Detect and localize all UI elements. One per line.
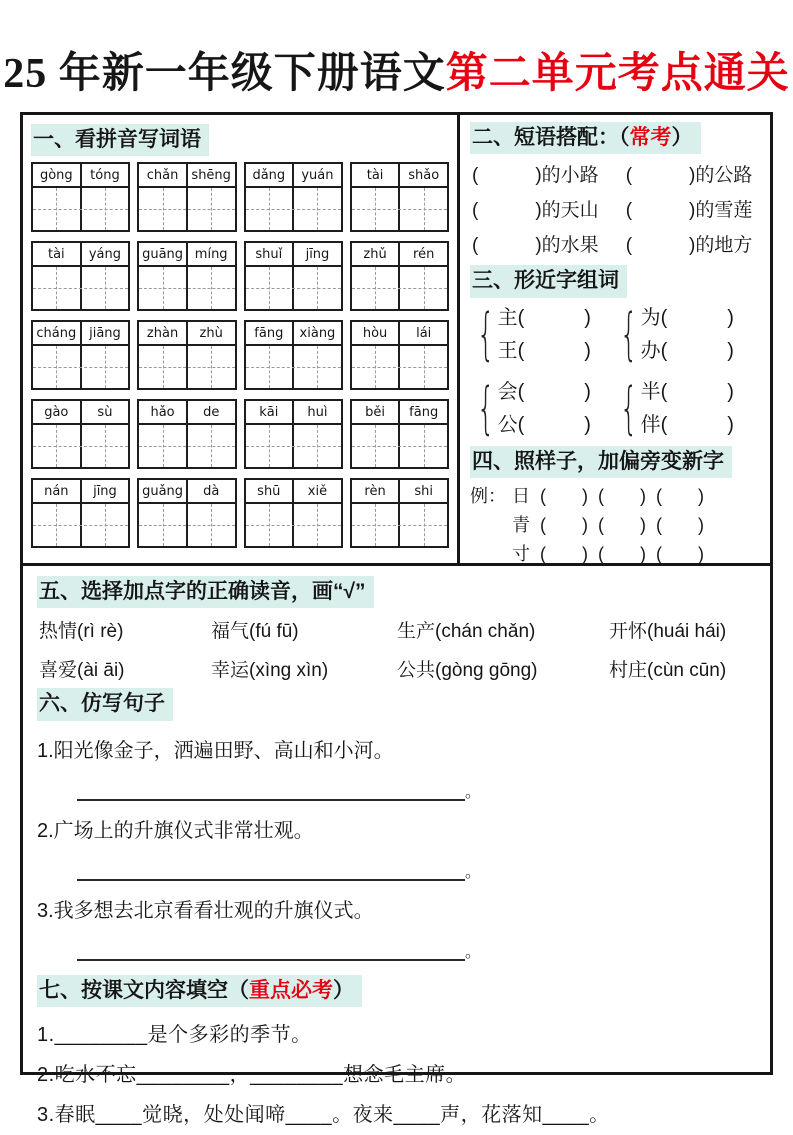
page-title-black: 25 年新一年级下册语文 — [3, 51, 446, 97]
pinyin-word-box — [137, 478, 236, 548]
pinyin-syllable-row — [246, 401, 341, 425]
pinyin-syllable-row — [352, 164, 447, 188]
writing-cell — [246, 425, 293, 467]
char-group — [476, 302, 619, 368]
pinyin-syllable: dǎng — [252, 168, 286, 184]
pinyin-word-box — [350, 320, 449, 390]
phrases-heading-close: ） — [671, 126, 693, 149]
writing-cell — [398, 504, 447, 546]
pinyin-word-box — [137, 399, 236, 469]
writing-area — [352, 267, 447, 309]
similar-chars-section-heading — [470, 265, 762, 297]
writing-cell — [352, 504, 399, 546]
brace-icon: { — [476, 301, 495, 367]
phrases-heading-text: 二、短语搭配：（ — [472, 126, 630, 149]
pinyin-syllable-row — [33, 164, 128, 188]
pinyin-section-heading — [31, 124, 449, 156]
writing-cell — [33, 267, 80, 309]
pinyin-grid — [31, 162, 449, 548]
phrases-section-heading — [470, 122, 762, 154]
writing-cell — [33, 346, 80, 388]
writing-cell — [292, 267, 341, 309]
blank-underline — [77, 865, 465, 881]
writing-cell — [139, 504, 186, 546]
sentences-heading-text: 六、仿写句子 — [37, 688, 173, 720]
pinyin-syllable: shi — [398, 480, 447, 502]
top-two-column-area — [23, 115, 770, 566]
writing-cell — [398, 425, 447, 467]
pinyin-syllable: huì — [292, 401, 341, 423]
brace-icon: { — [476, 375, 495, 441]
pinyin-syllable: jīng — [80, 480, 129, 502]
writing-area — [246, 267, 341, 309]
writing-cell — [139, 425, 186, 467]
pinyin-word-box — [350, 162, 449, 232]
answer-blank — [77, 785, 756, 801]
writing-cell — [33, 188, 80, 230]
fill-in-heading-text: 七、按课文内容填空（ — [39, 978, 249, 1002]
pinyin-syllable: de — [186, 401, 235, 423]
pinyin-syllable: guǎng — [142, 484, 184, 500]
pinyin-syllable: jiāng — [80, 322, 129, 344]
right-column — [460, 115, 770, 563]
pinyin-syllable: guāng — [142, 247, 184, 263]
add-radical-section-heading — [470, 446, 762, 478]
pinyin-syllable: xiàng — [292, 322, 341, 344]
pinyin-syllable: fāng — [254, 326, 284, 342]
pinyin-word-box — [244, 241, 343, 311]
char-group-lines — [641, 302, 734, 368]
sentence-item: 2.广场上的升旗仪式非常壮观。 — [37, 819, 314, 842]
char-group-line: 为( ) — [640, 306, 734, 329]
writing-cell — [398, 267, 447, 309]
writing-area — [246, 188, 341, 230]
pinyin-syllable: shuǐ — [255, 247, 283, 263]
blank-parens: ( ) — [540, 485, 588, 506]
phrase-row — [472, 228, 762, 263]
writing-area — [139, 346, 234, 388]
char-group-line: 办( ) — [640, 339, 734, 362]
writing-cell — [139, 188, 186, 230]
blank-parens: ( ) — [540, 543, 588, 563]
writing-area — [246, 504, 341, 546]
writing-cell — [186, 346, 235, 388]
blank-period: 。 — [465, 943, 482, 961]
pinyin-syllable-row — [139, 401, 234, 425]
writing-cell — [246, 267, 293, 309]
char-group-line: 公( ) — [497, 413, 591, 436]
writing-cell — [398, 346, 447, 388]
pinyin-syllable-row — [139, 164, 234, 188]
pinyin-word-box — [350, 478, 449, 548]
pinyin-syllable: xiě — [292, 480, 341, 502]
pinyin-syllable-row — [352, 401, 447, 425]
writing-cell — [186, 504, 235, 546]
blank-period: 。 — [465, 783, 482, 801]
char-group-line: 王( ) — [497, 339, 591, 362]
pinyin-syllable: tóng — [80, 164, 129, 186]
pinyin-syllable: zhǔ — [363, 247, 387, 263]
writing-area — [246, 346, 341, 388]
pinyin-word-box — [350, 241, 449, 311]
pinyin-syllable: yuán — [292, 164, 341, 186]
pinyin-syllable-row — [139, 480, 234, 504]
writing-area — [139, 188, 234, 230]
pinyin-syllable: shū — [257, 484, 281, 500]
blank-parens: ( ) — [656, 485, 704, 506]
pinyin-syllable-row — [352, 322, 447, 346]
pinyin-word-box — [31, 399, 130, 469]
pronunciation-item: 福气(fú fū) — [211, 621, 299, 643]
pinyin-word-box — [137, 241, 236, 311]
pinyin-syllable: lái — [398, 322, 447, 344]
add-radical-row — [470, 482, 762, 511]
phrase-row — [472, 193, 762, 228]
writing-cell — [186, 267, 235, 309]
page-title-red: 第二单元考点通关 — [445, 51, 790, 97]
pinyin-syllable: gào — [44, 405, 69, 421]
fill-in-item: 2.吃水不忘________，________想念毛主席。 — [37, 1063, 467, 1086]
phrase-item: ( )的公路 — [625, 165, 753, 187]
pinyin-syllable-row — [352, 480, 447, 504]
writing-cell — [352, 346, 399, 388]
add-radical-row — [470, 540, 762, 563]
writing-area — [352, 504, 447, 546]
pinyin-syllable: shēng — [186, 164, 235, 186]
pinyin-word-box — [244, 478, 343, 548]
pinyin-word-box — [244, 399, 343, 469]
blank-underline — [77, 785, 465, 801]
pinyin-syllable-row — [33, 243, 128, 267]
pinyin-syllable-row — [33, 401, 128, 425]
answer-blank — [77, 945, 756, 961]
similar-chars-heading-text: 三、形近字组词 — [470, 265, 627, 297]
brace-icon: { — [619, 375, 638, 441]
writing-area — [139, 267, 234, 309]
pinyin-syllable: tài — [366, 168, 384, 184]
pinyin-syllable: zhù — [186, 322, 235, 344]
writing-cell — [80, 267, 129, 309]
page-title — [0, 40, 793, 100]
pinyin-syllable: kāi — [259, 405, 279, 421]
pronunciation-item: 开怀(huái hái) — [609, 621, 727, 643]
writing-cell — [292, 188, 341, 230]
writing-area — [352, 425, 447, 467]
fill-in-heading-close: ） — [333, 978, 354, 1002]
pinyin-syllable: rèn — [364, 484, 386, 500]
writing-area — [352, 346, 447, 388]
writing-cell — [139, 346, 186, 388]
pinyin-syllable: hòu — [362, 326, 388, 342]
char-group — [619, 302, 762, 368]
pinyin-syllable-row — [246, 322, 341, 346]
pinyin-syllable: zhàn — [146, 326, 179, 342]
pinyin-syllable: rén — [398, 243, 447, 265]
writing-area — [139, 425, 234, 467]
add-radical-row — [470, 511, 762, 540]
char-group-line: 伴( ) — [640, 413, 734, 436]
pinyin-word-box — [31, 162, 130, 232]
pinyin-syllable: gòng — [39, 168, 73, 184]
writing-cell — [352, 188, 399, 230]
pronunciation-item: 热情(rì rè) — [39, 621, 124, 643]
phrase-item: ( )的水果 — [472, 235, 599, 257]
pinyin-syllable: dà — [186, 480, 235, 502]
bottom-area — [23, 566, 770, 1135]
pinyin-syllable-row — [139, 243, 234, 267]
brace-icon: { — [619, 301, 638, 367]
pronunciation-heading-text: 五、选择加点字的正确读音，画“√” — [37, 576, 374, 608]
pinyin-syllable: tài — [47, 247, 65, 263]
pinyin-syllable: hǎo — [150, 405, 175, 421]
char-group-lines — [498, 302, 591, 368]
writing-area — [33, 504, 128, 546]
pinyin-word-box — [244, 162, 343, 232]
sentence-item: 3.我多想去北京看看壮观的升旗仪式。 — [37, 899, 374, 922]
pronunciation-item: 生产(chán chǎn) — [397, 621, 536, 643]
char-group — [619, 376, 762, 442]
writing-area — [246, 425, 341, 467]
fill-in-item: 1.________是个多彩的季节。 — [37, 1023, 312, 1046]
pinyin-word-box — [244, 320, 343, 390]
writing-cell — [292, 346, 341, 388]
blank-parens: ( ) — [656, 514, 704, 535]
phrase-item: ( )的雪莲 — [625, 200, 753, 222]
pinyin-syllable: shǎo — [398, 164, 447, 186]
sentences-section-heading — [37, 688, 756, 720]
similar-char-groups — [476, 302, 762, 442]
pinyin-syllable-row — [352, 243, 447, 267]
pinyin-section-heading-text: 一、看拼音写词语 — [31, 124, 209, 156]
pronunciation-item: 喜爱(ài āi) — [39, 660, 125, 682]
writing-cell — [80, 346, 129, 388]
pinyin-syllable-row — [246, 243, 341, 267]
fill-in-heading-red-tag: 重点必考 — [249, 978, 333, 1002]
writing-cell — [186, 188, 235, 230]
pronunciation-item: 公共(gòng gōng) — [397, 660, 538, 682]
char-group-line: 主( ) — [497, 306, 591, 329]
phrase-item: ( )的地方 — [625, 235, 753, 257]
pinyin-word-box — [31, 478, 130, 548]
writing-cell — [292, 504, 341, 546]
example-label: 例： — [470, 485, 506, 506]
blank-parens: ( ) — [598, 514, 646, 535]
writing-area — [33, 425, 128, 467]
pinyin-syllable-row — [246, 480, 341, 504]
pinyin-syllable: míng — [186, 243, 235, 265]
pinyin-syllable: yáng — [80, 243, 129, 265]
pronunciation-section-heading — [37, 576, 756, 608]
writing-cell — [139, 267, 186, 309]
phrase-item: ( )的小路 — [472, 165, 599, 187]
writing-cell — [186, 425, 235, 467]
add-radical-rows — [470, 482, 762, 563]
answer-blank — [77, 865, 756, 881]
writing-area — [33, 267, 128, 309]
phrase-row — [472, 158, 762, 193]
base-char: 青 — [512, 514, 530, 535]
char-group-line: 半( ) — [640, 380, 734, 403]
pinyin-syllable: jīng — [292, 243, 341, 265]
blank-parens: ( ) — [656, 543, 704, 563]
writing-cell — [398, 188, 447, 230]
fill-in-section-heading — [37, 975, 756, 1007]
writing-area — [33, 188, 128, 230]
pronunciation-item: 幸运(xìng xìn) — [211, 660, 329, 682]
writing-area — [352, 188, 447, 230]
pronunciation-item: 村庄(cùn cūn) — [609, 660, 727, 682]
blank-underline — [77, 945, 465, 961]
fill-in-item: 3.春眠____觉晓，处处闻啼____。夜来____声，花落知____。 — [37, 1103, 610, 1126]
phrases-heading-red-tag: 常考 — [629, 126, 672, 149]
char-group-lines — [641, 376, 734, 442]
blank-parens: ( ) — [540, 514, 588, 535]
pinyin-syllable: sù — [80, 401, 129, 423]
pinyin-syllable-row — [33, 322, 128, 346]
writing-cell — [352, 267, 399, 309]
writing-cell — [33, 425, 80, 467]
pronunciation-grid — [39, 616, 756, 682]
char-group — [476, 376, 619, 442]
writing-cell — [246, 346, 293, 388]
writing-cell — [246, 188, 293, 230]
fill-in-list — [37, 1018, 756, 1127]
add-radical-heading-text: 四、照样子，加偏旁变新字 — [470, 446, 732, 478]
base-char: 日 — [512, 485, 530, 506]
pinyin-syllable: běi — [365, 405, 385, 421]
pinyin-word-box — [350, 399, 449, 469]
blank-parens: ( ) — [598, 485, 646, 506]
pinyin-syllable-row — [246, 164, 341, 188]
sentence-list — [37, 734, 756, 961]
worksheet-box — [20, 112, 773, 1126]
phrase-item: ( )的天山 — [472, 200, 599, 222]
writing-cell — [80, 188, 129, 230]
char-group-line: 会( ) — [497, 380, 591, 403]
pinyin-syllable: fāng — [398, 401, 447, 423]
writing-cell — [352, 425, 399, 467]
blank-period: 。 — [465, 863, 482, 881]
char-group-lines — [498, 376, 591, 442]
writing-area — [33, 346, 128, 388]
blank-parens: ( ) — [598, 543, 646, 563]
pinyin-word-box — [31, 320, 130, 390]
pinyin-word-box — [137, 320, 236, 390]
writing-cell — [292, 425, 341, 467]
writing-cell — [33, 504, 80, 546]
pinyin-syllable-row — [139, 322, 234, 346]
writing-cell — [80, 504, 129, 546]
phrase-rows — [472, 158, 762, 263]
base-char: 寸 — [512, 543, 530, 563]
pinyin-syllable: cháng — [36, 326, 77, 342]
pinyin-syllable: chǎn — [146, 168, 179, 184]
writing-cell — [246, 504, 293, 546]
writing-cell — [80, 425, 129, 467]
pinyin-syllable: nán — [44, 484, 69, 500]
sentence-item: 1.阳光像金子，洒遍田野、高山和小河。 — [37, 739, 394, 762]
writing-area — [139, 504, 234, 546]
pinyin-word-box — [31, 241, 130, 311]
pinyin-word-box — [137, 162, 236, 232]
section-pinyin-words — [23, 115, 460, 563]
pinyin-syllable-row — [33, 480, 128, 504]
